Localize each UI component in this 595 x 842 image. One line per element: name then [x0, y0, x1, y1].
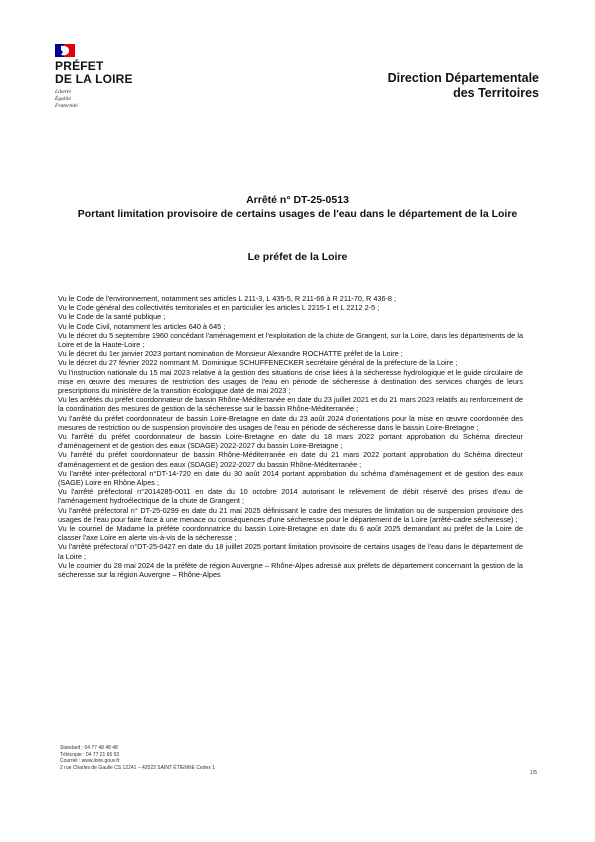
visa-item: Vu l'arrêté préfectoral n°DT-25-0427 en date du 18 juillet 2025 portant limitation provisoire de certains usages de l'eau dans le département de la Loire ;: [58, 542, 523, 561]
visa-item: Vu l'instruction nationale du 15 mai 2023 relative à la gestion des situations de crise liées à la sécheresse hydrologique et le guide circulaire de mise en œuvre des mesures de restriction des usages de l'eau en période de sécheresse à destination des services chargés de leurs prescriptions du ministère de la transition écologique daté de mai 2023 ;: [58, 367, 523, 396]
visa-item: Vu l'arrêté préfectoral n°2014285-0011 en date du 10 octobre 2014 autorisant le relèvement de débit réservé des prises d'eau de l'aménagement hydroélectrique de la chute de Grangent ;: [58, 487, 523, 506]
authority-title: Le préfet de la Loire: [247, 251, 348, 263]
footer-address: 2 rue Charles de Gaulle CS 12241 – 42022 SAINT ÉTIENNE Cedex 1: [60, 764, 215, 771]
prefet-brand: [55, 60, 133, 86]
footer-phone: Standard : 04 77 48 48 48: [60, 745, 118, 751]
visa-item: Vu le courriel de Madame la préfète coordonnatrice du bassin Loire-Bretagne en date du 6 août 2025 demandant au préfet de la Loire de classer l'axe Loire en alerte vis-à-vis de la sécheresse ;: [58, 524, 523, 543]
visa-item: Vu le décret du 1er janvier 2023 portant nomination de Monsieur Alexandre ROCHATTE préfet de la Loire ;: [58, 349, 403, 359]
visa-item: Vu le décret du 27 février 2022 nommant M. Dominique SCHUFFENECKER secrétaire général de la préfecture de la Loire ;: [58, 358, 458, 368]
footer-contact: [60, 745, 215, 771]
visa-item: Vu l'arrêté du préfet coordonnateur de bassin Loire-Bretagne en date du 23 août 2024 d'orientations pour la mise en œuvre coordonnée des mesures de restriction ou de suspension provisoire des usages de l'eau en période de sécheresse dans le bassin Loire-Bretagne ;: [58, 413, 523, 432]
visas-list: [58, 294, 523, 579]
visa-item: Vu le Code de l'environnement, notamment ses articles L 211-3, L 435-5, R 211-66 à R 211-70, R 436-8 ;: [58, 294, 397, 303]
motto-liberte: Liberté: [55, 89, 71, 95]
brand-line-1: PRÉFET: [55, 59, 104, 73]
visa-item: Vu l'arrêté préfectoral n° DT-25-0299 en date du 21 mai 2025 définissant le cadre des mesures de limitation ou de suspension provisoire des usages de l'eau pour faire face à une menace ou conséquences d'une sécheresse pour le département de la Loire (arrêté-cadre sécheresse) ;: [58, 505, 523, 524]
visa-item: Vu l'arrêté inter-préfectoral n°DT-14-720 en date du 30 août 2014 portant approbation du schéma d'aménagement et de gestion des eaux (SAGE) Loire en Rhône Alpes ;: [58, 468, 523, 488]
footer-web: Courriel : www.loire.gouv.fr: [60, 758, 120, 764]
visa-item: Vu le courrier du 28 mai 2024 de la préfète de région Auvergne – Rhône-Alpes adressé aux préfets de département concernant la gestion de la sécheresse sur la région Auvergne – Rhône-Alpes: [58, 560, 523, 580]
motto-egalite: Égalité: [55, 96, 71, 102]
motto-fraternite: Fraternité: [55, 103, 78, 109]
visa-item: Vu le Code de la santé publique ;: [58, 312, 166, 322]
marianne-logo: [55, 44, 75, 57]
visa-item: Vu l'arrêté du préfet coordonnateur de bassin Loire-Bretagne en date du 18 mars 2022 portant approbation du Schéma directeur d'aménagement et de gestion des eaux (SDAGE) 2022-2027 du bassin Loire-Bretagne ;: [58, 432, 523, 451]
republic-motto: [55, 89, 78, 110]
page-number: 1/5: [530, 770, 537, 776]
footer-fax: Télécopie : 04 77 21 65 93: [60, 751, 120, 758]
visa-item: Vu l'arrêté du préfet coordonnateur de bassin Rhône-Méditerranée en date du 21 mars 2022 portant approbation du Schéma directeur d'aménagement et de gestion des eaux (SDAGE) 2022-2027 du bassin Rhône-Méditerranée ;: [58, 450, 523, 469]
brand-line-2: DE LA LOIRE: [55, 72, 133, 86]
direction-line-1: Direction Départementale: [387, 71, 539, 85]
visa-item: Vu le Code Civil, notamment les articles 640 à 645 ;: [58, 321, 226, 331]
arrete-subject: Portant limitation provisoire de certains usages de l'eau dans le département de la Loire: [77, 208, 518, 220]
visa-item: Vu le Code général des collectivités territoriales et en particulier les articles L 2215-1 et L 2212 2-5 ;: [58, 303, 380, 313]
visa-item: Vu les arrêtés du préfet coordonnateur de bassin Rhône-Méditerranée en date du 23 juillet 2021 et du 21 mars 2023 relatifs au renforcement de la coordination des mesures de gestion de la sécheresse sur le bassin Rhône-Méditerranée ;: [58, 395, 523, 414]
direction-header: [388, 71, 539, 101]
arrete-number: Arrêté n° DT-25-0513: [246, 194, 349, 206]
direction-line-2: des Territoires: [453, 86, 539, 100]
visa-item: Vu le décret du 5 septembre 1960 concédant l'aménagement et l'exploitation de la chute de Grangent, sur la Loire, dans les départements de la Loire et de la Haute-Loire ;: [58, 330, 523, 350]
